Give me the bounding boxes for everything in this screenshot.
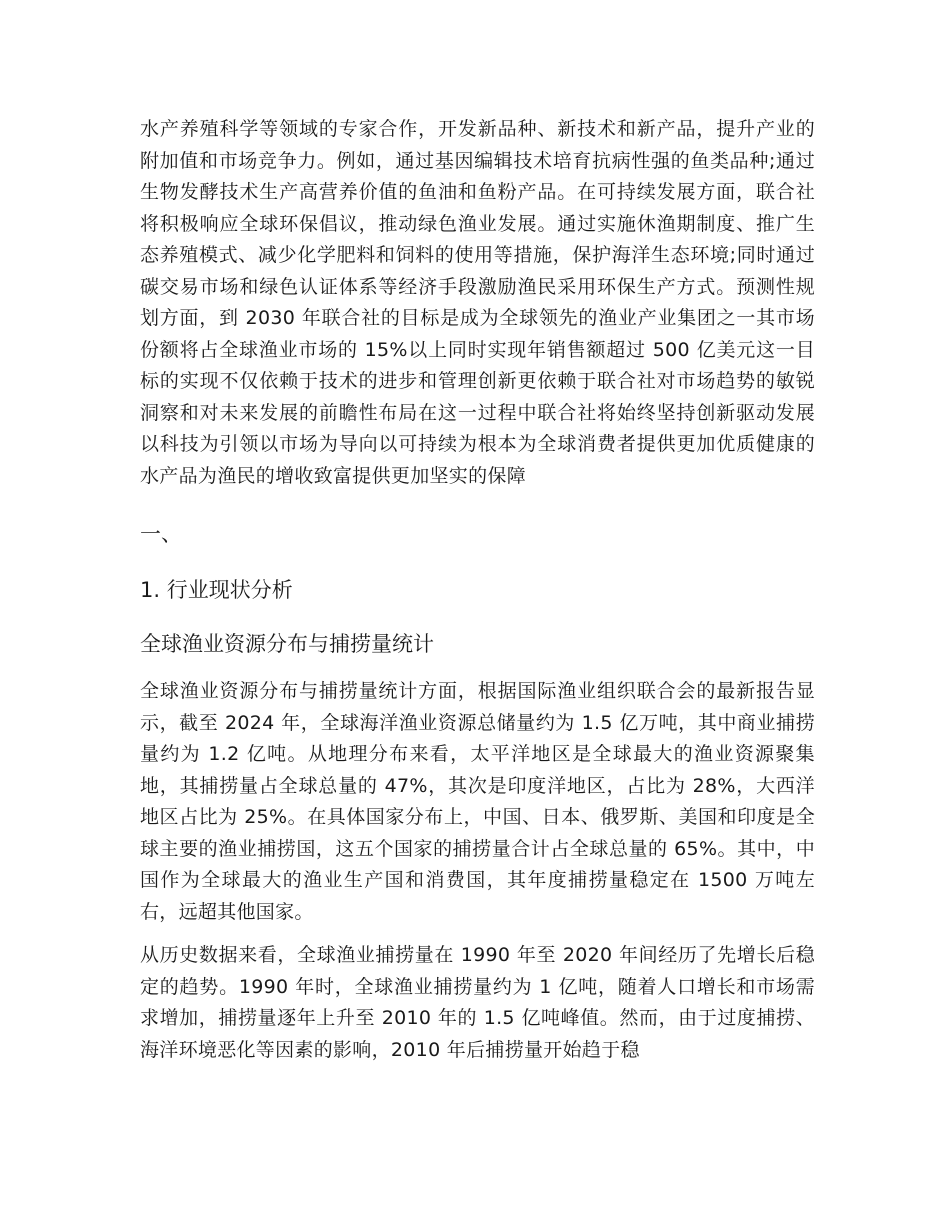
paragraph-history: 从历史数据来看，全球渔业捕捞量在 1990 年至 2020 年间经历了先增长后稳定的趋势。1990 年时，全球渔业捕捞量约为 1 亿吨，随着人口增长和市场需求增加，捕捞量逐年上升至 2010 年的 1.5 亿吨峰值。然而，由于过度捕捞、海洋环境恶化等因素的影响，2010 年后捕捞量开始趋于稳 — [140, 944, 815, 1061]
subsection-heading: 1. 行业现状分析 — [140, 578, 293, 602]
paragraph-resources: 全球渔业资源分布与捕捞量统计方面，根据国际渔业组织联合会的最新报告显示，截至 2024 年，全球海洋渔业资源总储量约为 1.5 亿万吨，其中商业捕捞量约为 1.2 亿吨。从地理分布来看，太平洋地区是全球最大的渔业资源聚集地，其捕捞量占全球总量的 47%，其次是印度洋地区，占比为 28%，大西洋地区占比为 25%。在具体国家分布上，中国、日本、俄罗斯、美国和印度是全球主要的渔业捕捞国，这五个国家的捕捞量合计占全球总量的 65%。其中，中国作为全球最大的渔业生产国和消费国，其年度捕捞量稳定在 1500 万吨左右，远超其他国家。 — [140, 680, 815, 923]
topic-heading: 全球渔业资源分布与捕捞量统计 — [140, 632, 434, 656]
document-page — [140, 114, 815, 1066]
paragraph-intro: 水产养殖科学等领域的专家合作，开发新品种、新技术和新产品，提升产业的附加值和市场竞争力。例如，通过基因编辑技术培育抗病性强的鱼类品种;通过生物发酵技术生产高营养价值的鱼油和鱼粉产品。在可持续发展方面，联合社将积极响应全球环保倡议，推动绿色渔业发展。通过实施休渔期制度、推广生态养殖模式、减少化学肥料和饲料的使用等措施，保护海洋生态环境;同时通过碳交易市场和绿色认证体系等经济手段激励渔民采用环保生产方式。预测性规划方面，到 2030 年联合社的目标是成为全球领先的渔业产业集团之一其市场份额将占全球渔业市场的 15%以上同时实现年销售额超过 500 亿美元这一目标的实现不仅依赖于技术的进步和管理创新更依赖于联合社对市场趋势的敏锐洞察和对未来发展的前瞻性布局在这一过程中联合社将始终坚持创新驱动发展以科技为引领以市场为导向以可持续为根本为全球消费者提供更加优质健康的水产品为渔民的增收致富提供更加坚实的保障 — [140, 118, 815, 487]
section-heading: 一、 — [140, 522, 182, 546]
